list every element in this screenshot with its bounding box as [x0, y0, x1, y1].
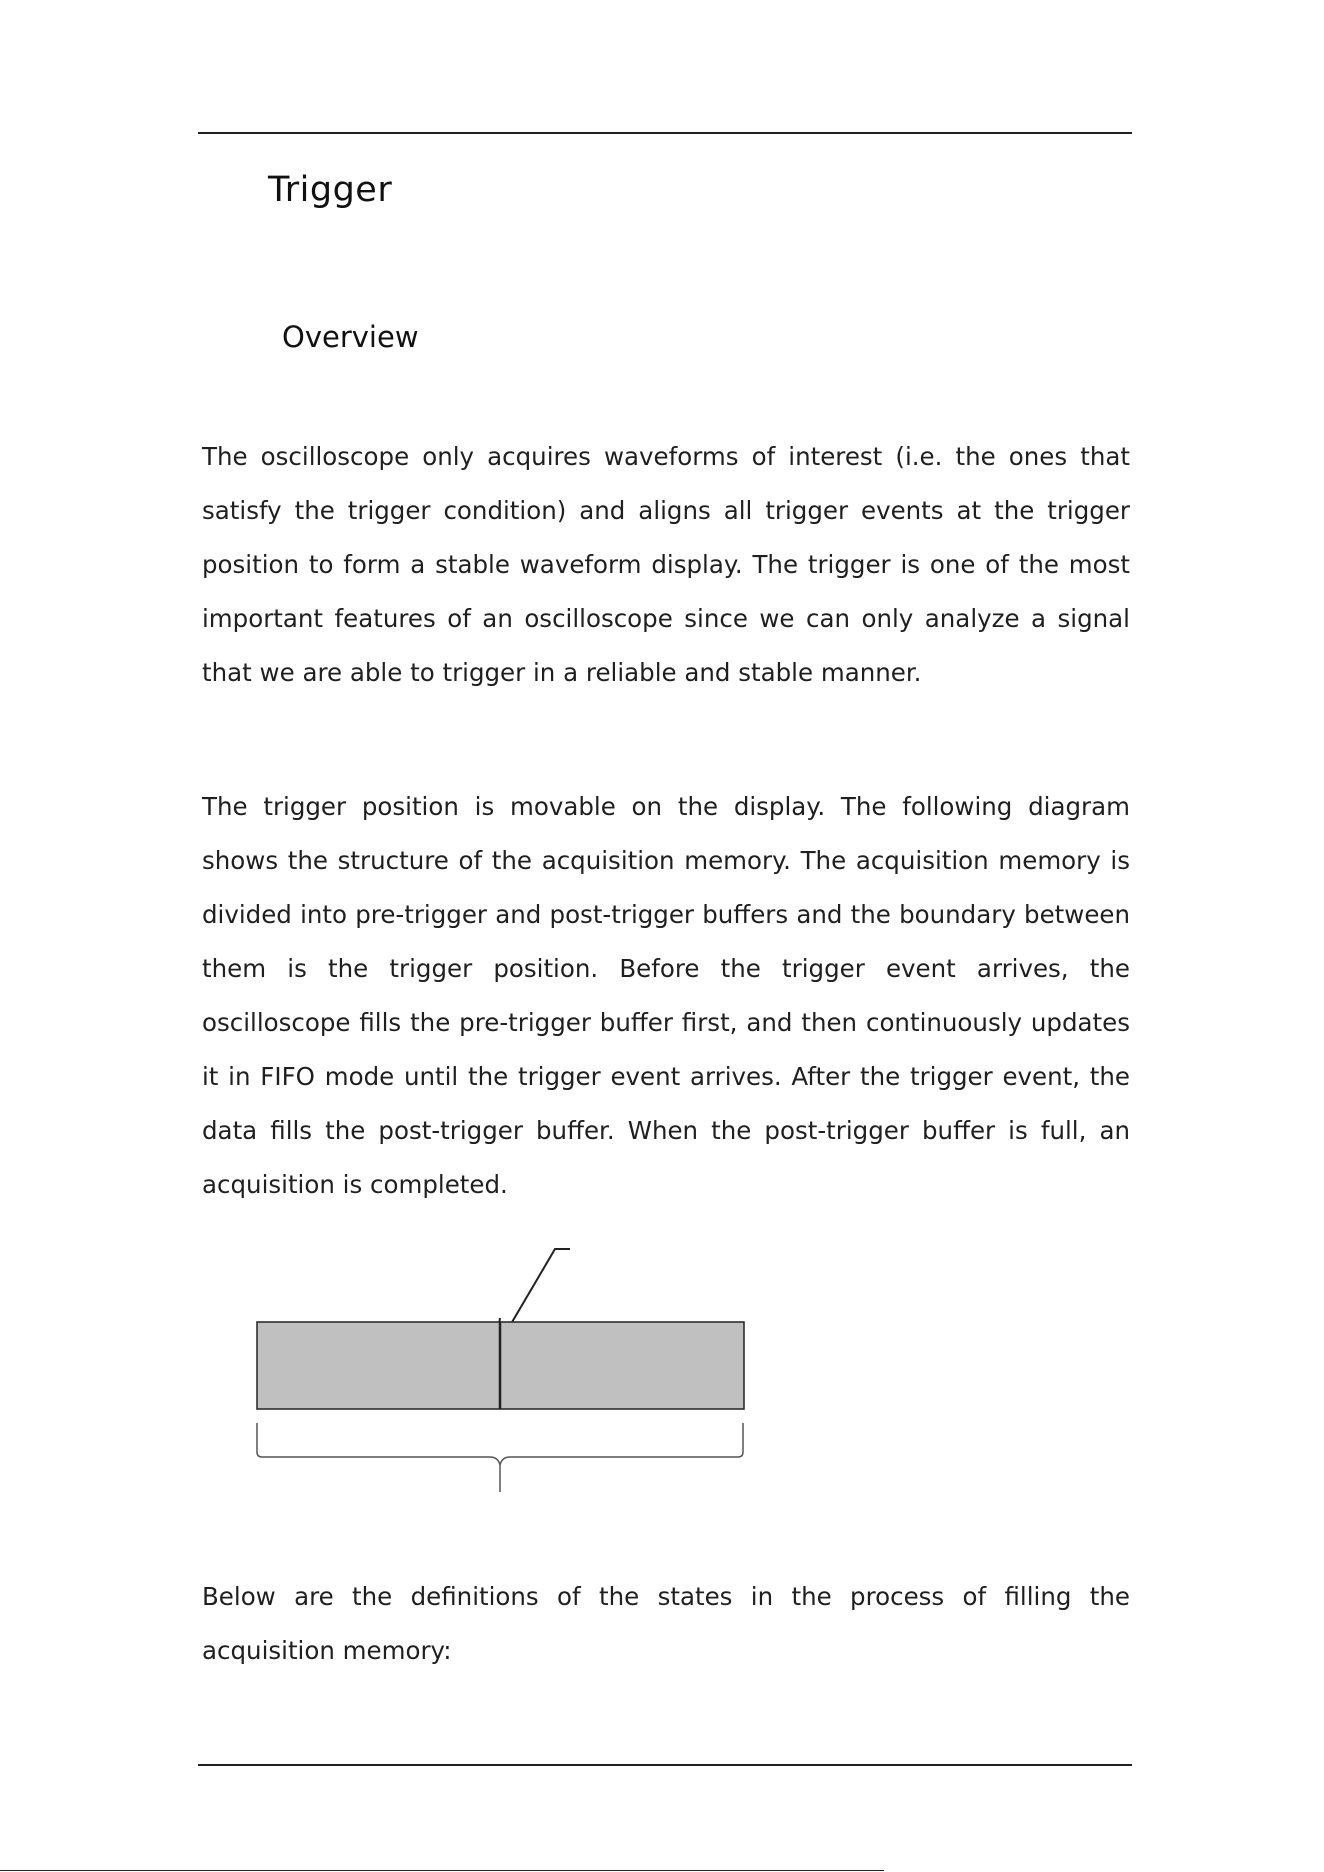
- acquisition-memory-diagram: [240, 1230, 760, 1500]
- page-title: Trigger: [268, 170, 393, 210]
- paragraph-trigger-intro: The oscilloscope only acquires waveforms of interest (i.e. the ones that satisfy the trigger condition) and aligns all trigger events at the trigger position to form a stable waveform display. The trigger is one of the most important features of an oscilloscope since we can only analyze a signal that we are able to trigger in a reliable and stable manner.: [202, 442, 1130, 687]
- header-rule: [198, 132, 1132, 134]
- paragraph-acquisition-memory: The trigger position is movable on the display. The following diagram shows the structure of the acquisition memory. The acquisition memory is divided into pre-trigger and post-trigger buffers and the boundary between them is the trigger position. Before the trigger event arrives, the oscilloscope fills the pre-trigger buffer first, and then continuously updates it in FIFO mode until the trigger event arrives. After the trigger event, the data fills the post-trigger buffer. When the post-trigger buffer is full, an acquisition is completed.: [202, 792, 1130, 1199]
- memory-length-brace: [257, 1423, 743, 1465]
- paragraph-state-definitions: Below are the definitions of the states in the process of filling the acquisition memory:: [202, 1582, 1130, 1665]
- footer-rule: [198, 1764, 1132, 1766]
- trigger-position-leader-line: [508, 1249, 570, 1329]
- page-edge-rule: [0, 1870, 884, 1871]
- section-heading: Overview: [282, 320, 419, 354]
